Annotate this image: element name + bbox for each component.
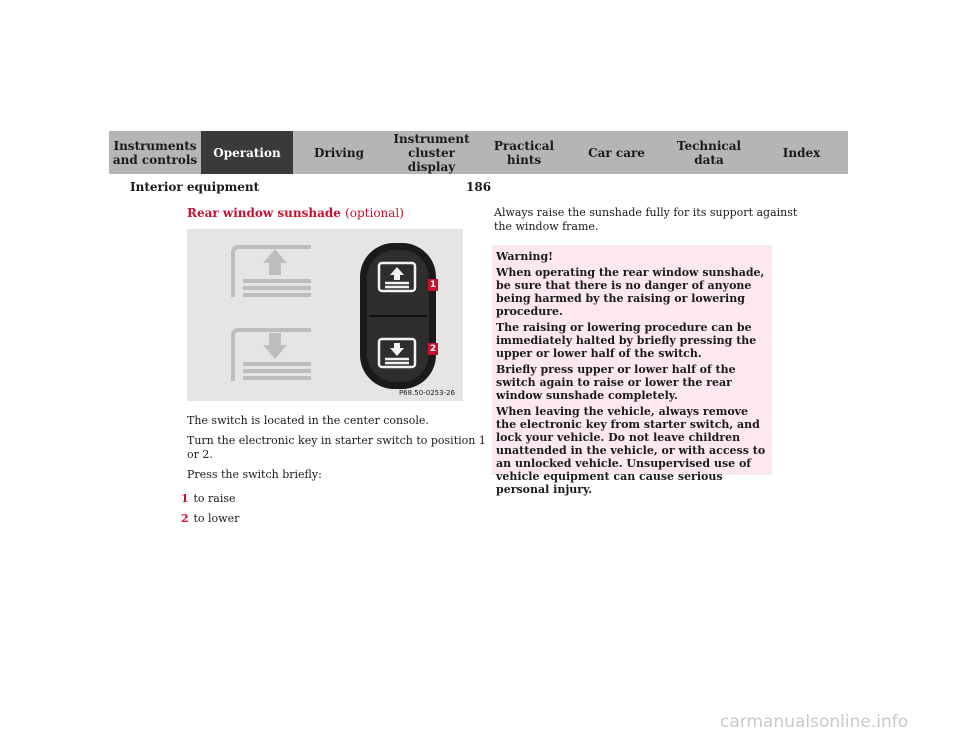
- heading-note: (optional): [345, 206, 404, 220]
- tab-practical-hints[interactable]: Practical hints: [478, 131, 570, 174]
- list-number: 1: [181, 492, 189, 505]
- callout-2: 2: [429, 344, 437, 354]
- warning-paragraph: When operating the rear window sunshade, be sure that there is no danger of anyone being harmed by the raising or lowering procedure.: [496, 266, 765, 318]
- list-text: to raise: [193, 492, 236, 505]
- heading-text: Rear window sunshade: [187, 206, 341, 220]
- location-text: The switch is located in the center console.: [187, 414, 429, 427]
- page-number: 186: [466, 180, 492, 194]
- warning-paragraph: When leaving the vehicle, always remove the electronic key from starter switch, and lock your vehicle. Do not leave children unattended in the vehicle, or with access to an unlocked vehicle. Unsupervised use of vehicle equipment can cause serious personal injury.: [496, 405, 766, 496]
- support-text-line-2: the window frame.: [494, 220, 599, 233]
- press-switch-text: Press the switch briefly:: [187, 468, 322, 481]
- warning-title: Warning!: [496, 250, 554, 263]
- section-title: Interior equipment: [130, 180, 260, 194]
- instruction-line-1: Turn the electronic key in starter switch to position 1: [187, 434, 486, 447]
- site-watermark: carmanualsonline.info: [720, 712, 909, 732]
- list-number: 2: [181, 512, 189, 525]
- list-item: [181, 492, 236, 506]
- callout-1: 1: [429, 280, 437, 290]
- tab-technical-data[interactable]: Technical data: [663, 131, 755, 174]
- page-heading: [187, 206, 404, 220]
- tab-index[interactable]: Index: [755, 131, 848, 174]
- sunshade-switch-figure: [187, 229, 463, 401]
- list-item: [181, 512, 239, 526]
- tab-driving[interactable]: Driving: [293, 131, 385, 174]
- instruction-line-2: or 2.: [187, 448, 213, 461]
- list-text: to lower: [193, 512, 240, 525]
- figure-code: P68.50-0253-26: [398, 389, 455, 397]
- tab-car-care[interactable]: Car care: [570, 131, 663, 174]
- switch-illustration: [187, 229, 463, 401]
- tab-instrument-cluster-display[interactable]: Instrument cluster display: [385, 131, 478, 174]
- tab-operation[interactable]: Operation: [201, 131, 293, 174]
- support-text-line-1: Always raise the sunshade fully for its support against: [494, 206, 798, 219]
- warning-paragraph: Briefly press upper or lower half of the switch again to raise or lower the rear window sunshade completely.: [496, 363, 736, 402]
- tab-instruments-and-controls[interactable]: Instruments and controls: [109, 131, 201, 174]
- warning-paragraph: The raising or lowering procedure can be immediately halted by briefly pressing the upper or lower half of the switch.: [496, 321, 757, 360]
- warning-box: [492, 245, 772, 496]
- chapter-tabs: [109, 131, 848, 174]
